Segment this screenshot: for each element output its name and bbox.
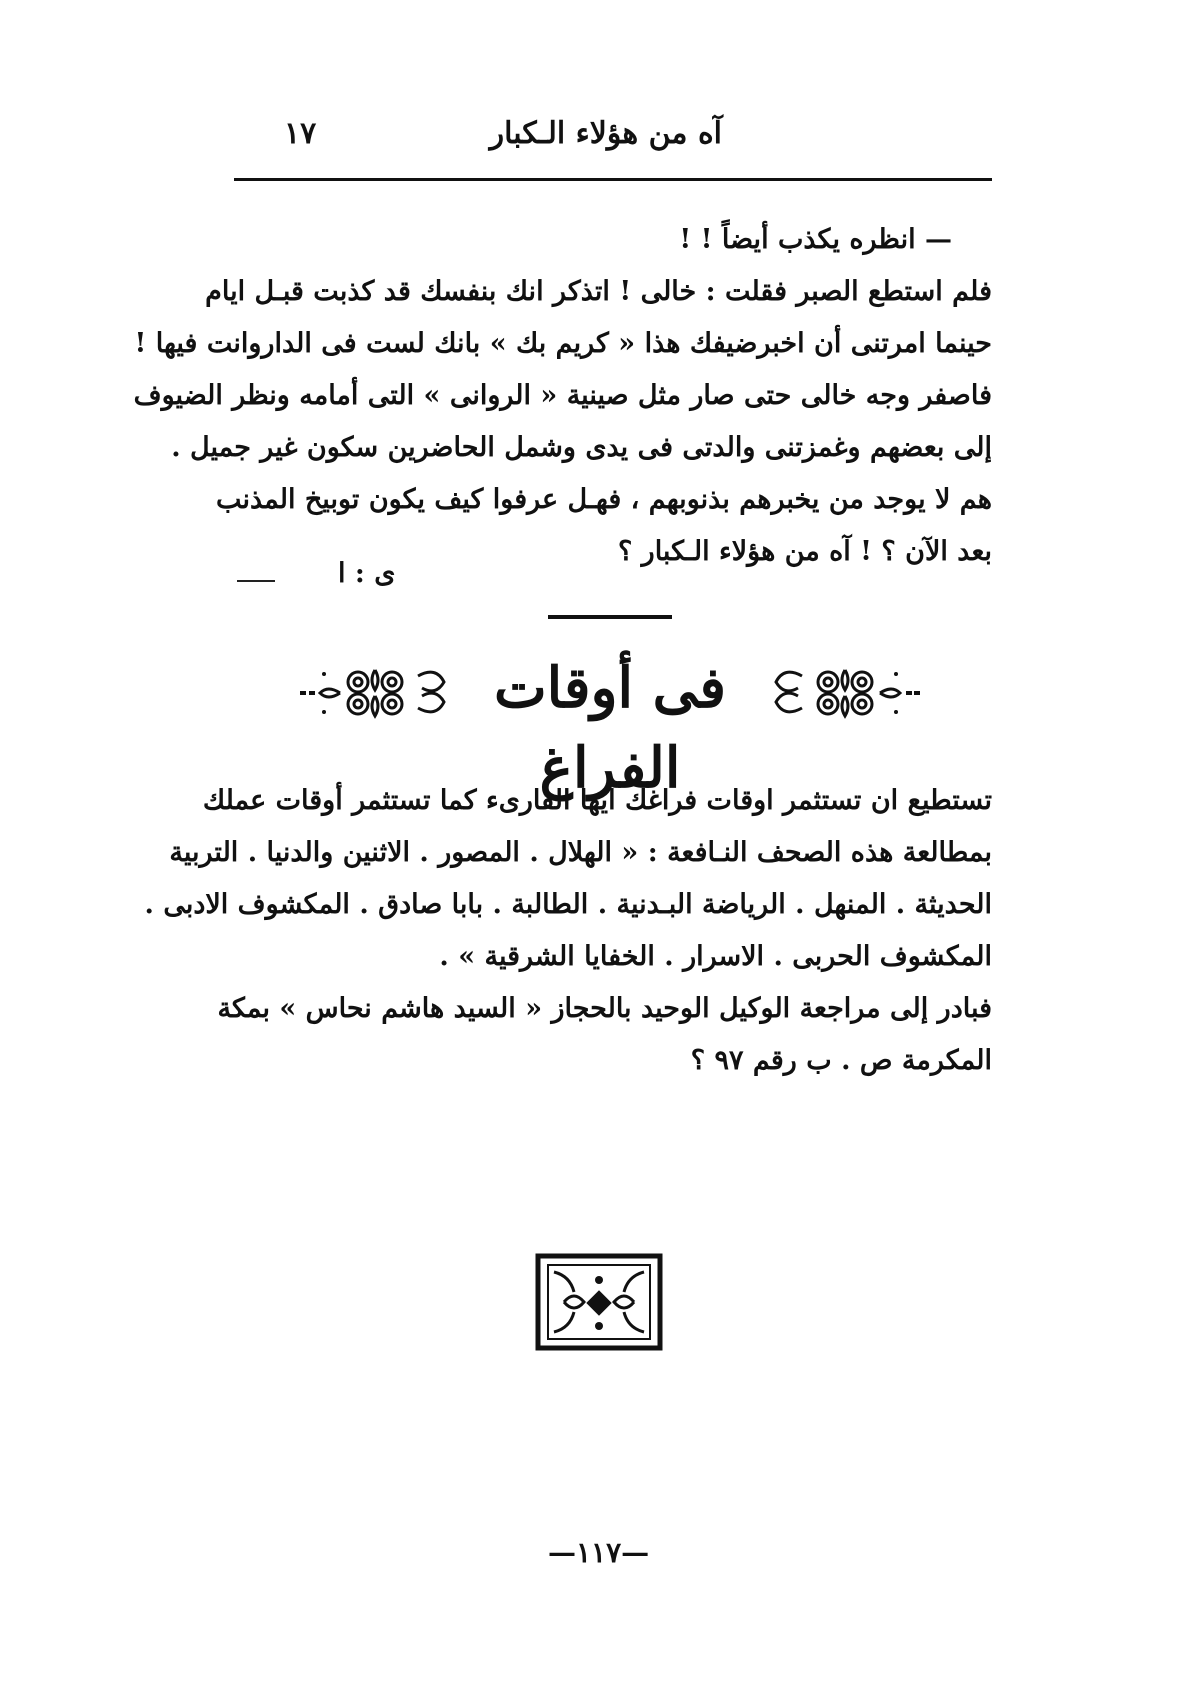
- text-line: الحديثة . المنهل . الرياضة البـدنية . الطالبة . بابا صادق . المكشوف الادبى .: [144, 889, 992, 920]
- right-arabesque-ornament: [770, 660, 920, 724]
- header-rule: [234, 178, 992, 181]
- text-line: المكرمة ص . ب رقم ٩٧ ؟: [690, 1045, 992, 1076]
- text-line: إلى بعضهم وغمزتنى والدتى فى يدى وشمل الحاضرين سكون غير جميل .: [171, 432, 992, 463]
- text-line: بعد الآن ؟ ! آه من هؤلاء الـكبار ؟: [617, 536, 992, 567]
- advertisement-text: [144, 775, 992, 1087]
- text-line: فلم استطع الصبر فقلت : خالى ! اتذكر انك بنفسك قد كذبت قبـل ايام: [205, 276, 992, 307]
- text-line: بمطالعة هذه الصحف النـافعة : « الهلال . المصور . الاثنين والدنيا . التربية: [169, 837, 992, 868]
- text-line: فبادر إلى مراجعة الوكيل الوحيد بالحجاز « السيد هاشم نحاس » بمكة: [217, 993, 992, 1024]
- section-title: فى أوقات الفراغ: [493, 655, 727, 801]
- header-page-number: ١٧: [284, 116, 317, 151]
- story-ending-text: [133, 214, 992, 578]
- text-line: فاصفر وجه خالى حتى صار مثل صينية « الروانى » التى أمامه ونظر الضيوف: [133, 380, 992, 411]
- dash-mark: [237, 580, 275, 582]
- running-title: آه من هؤلاء الـكبار: [489, 116, 722, 151]
- text-line: هم لا يوجد من يخبرهم بذنوبهم ، فهـل عرفوا كيف يكون توبيخ المذنب: [215, 484, 992, 515]
- text-line: تستطيع ان تستثمر اوقات فراغك ايها القارىء كما تستثمر أوقات عملك: [202, 785, 992, 816]
- author-signature: ى : ا: [338, 558, 396, 589]
- text-line: المكشوف الحربى . الاسرار . الخفايا الشرقية » .: [439, 941, 992, 972]
- text-line: — انظره يكذب أيضاً ! !: [679, 224, 952, 255]
- text-line: حينما امرتنى أن اخبرضيفك هذا « كريم بك » بانك لست فى الداروانت فيها !: [134, 328, 992, 359]
- section-divider: [548, 615, 672, 619]
- tailpiece-ornament: [534, 1252, 664, 1352]
- page-header: [232, 112, 992, 172]
- footer-page-number: —١١٧—: [548, 1536, 650, 1569]
